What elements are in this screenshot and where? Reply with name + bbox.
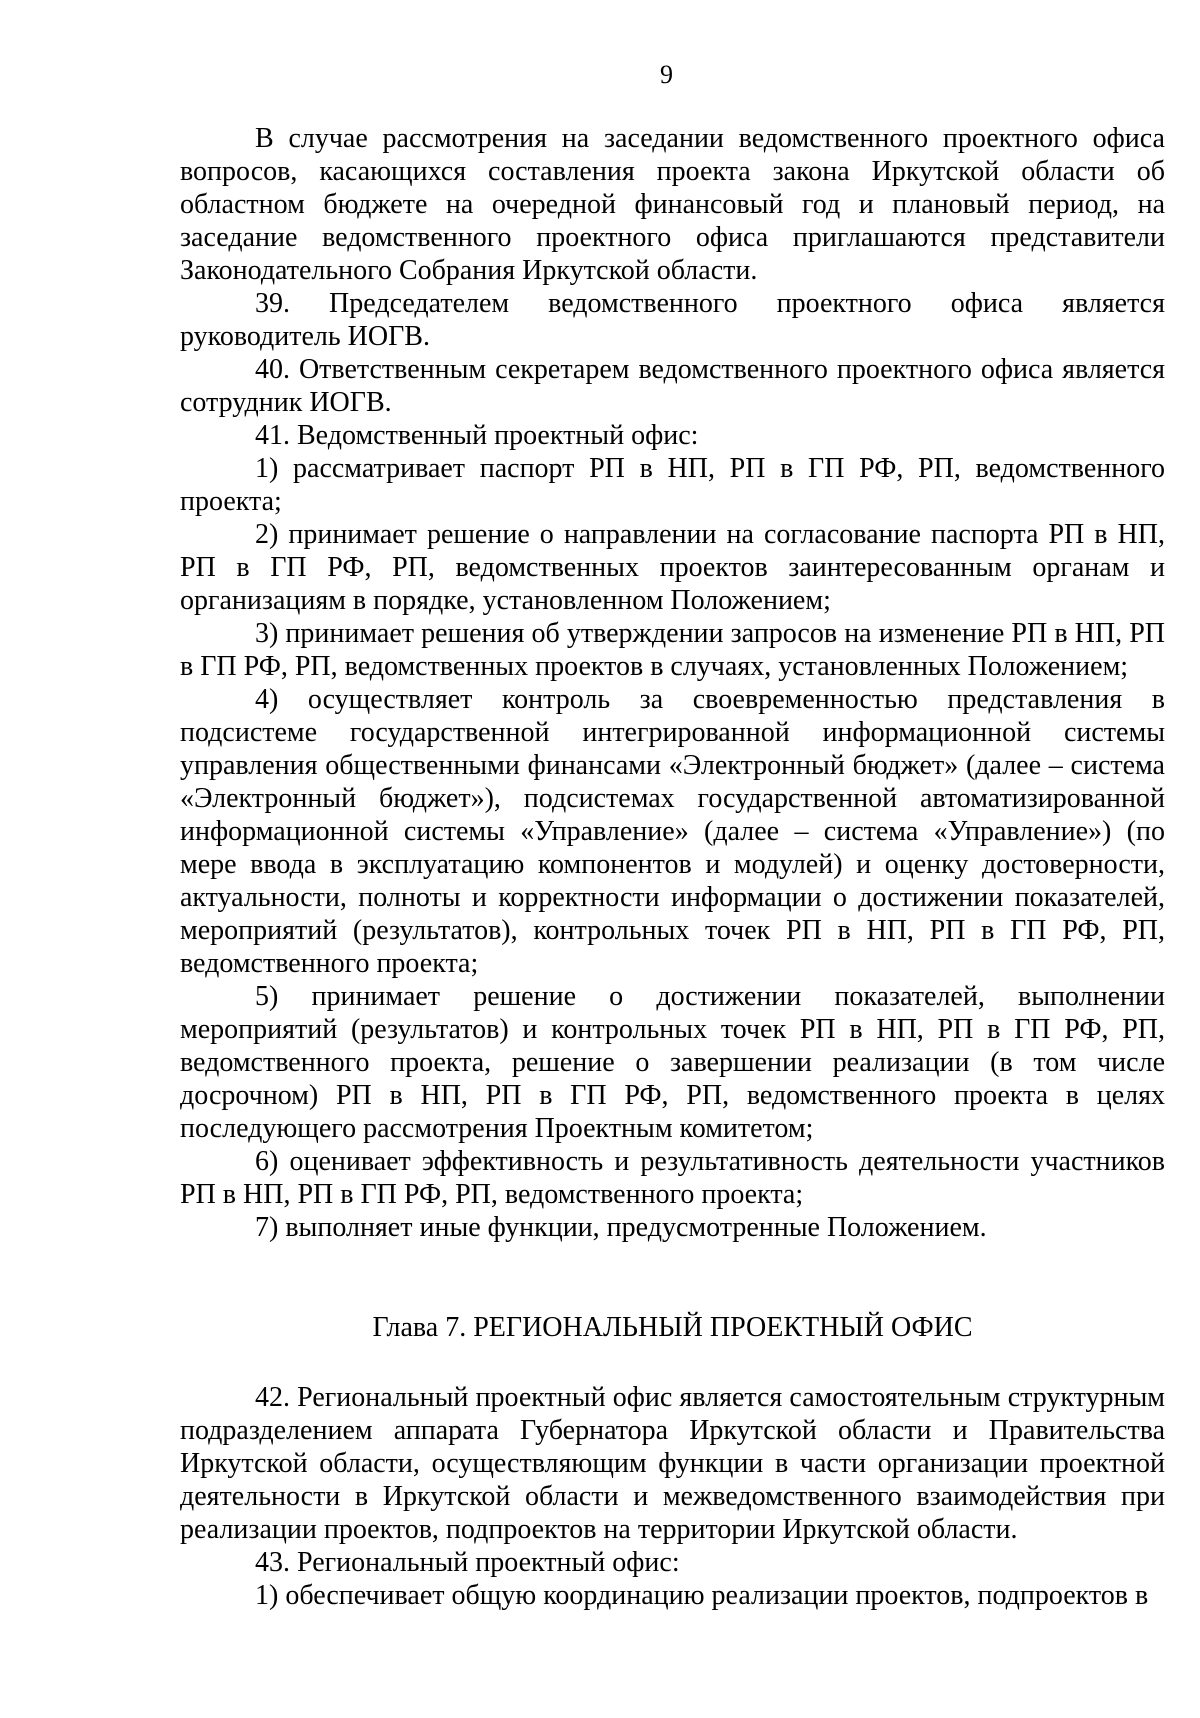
paragraph-item-40: 40. Ответственным секретарем ведомственного проектного офиса является сотрудник ИОГВ. bbox=[180, 354, 1165, 418]
body-text-top bbox=[180, 122, 1165, 1244]
paragraph-item-43: 43. Региональный проектный офис: bbox=[255, 1547, 680, 1578]
body-text-bottom bbox=[180, 1381, 1165, 1612]
page-number: 9 bbox=[660, 60, 673, 89]
paragraph: В случае рассмотрения на заседании ведомственного проектного офиса вопросов, касающихся составления проекта закона Иркутской области об областном бюджете на очередной финансовый год и плановый период, на заседание ведомственного проектного офиса приглашаются представители Законодательного Собрания Иркутской области. bbox=[180, 123, 1165, 286]
list-item: 7) выполняет иные функции, предусмотренные Положением. bbox=[255, 1212, 987, 1243]
list-item: 1) обеспечивает общую координацию реализации проектов, подпроектов в bbox=[255, 1580, 1149, 1611]
list-item: 6) оценивает эффективность и результативность деятельности участников РП в НП, РП в ГП РФ, РП, ведомственного проекта; bbox=[180, 1146, 1165, 1210]
paragraph-item-41: 41. Ведомственный проектный офис: bbox=[255, 420, 699, 451]
chapter-heading: Глава 7. РЕГИОНАЛЬНЫЙ ПРОЕКТНЫЙ ОФИС bbox=[372, 1312, 973, 1343]
paragraph-item-39: 39. Председателем ведомственного проектного офиса является руководитель ИОГВ. bbox=[180, 288, 1165, 352]
list-item: 3) принимает решения об утверждении запросов на изменение РП в НП, РП в ГП РФ, РП, ведомственных проектов в случаях, установленных Положением; bbox=[180, 618, 1165, 682]
list-item: 5) принимает решение о достижении показателей, выполнении мероприятий (результатов) и контрольных точек РП в НП, РП в ГП РФ, РП, ведомственного проекта, решение о завершении реализации (в том числе досрочном) РП в НП, РП в ГП РФ, РП, ведомственного проекта в целях последующего рассмотрения Проектным комитетом; bbox=[180, 981, 1165, 1144]
paragraph-item-42: 42. Региональный проектный офис является самостоятельным структурным подразделением аппарата Губернатора Иркутской области и Правительства Иркутской области, осуществляющим функции в части организации проектной деятельности в Иркутской области и межведомственного взаимодействия при реализации проектов, подпроектов на территории Иркутской области. bbox=[180, 1382, 1165, 1545]
list-item: 2) принимает решение о направлении на согласование паспорта РП в НП, РП в ГП РФ, РП, ведомственных проектов заинтересованным органам и организациям в порядке, установленном Положением; bbox=[180, 519, 1165, 616]
list-item: 4) осуществляет контроль за своевременностью представления в подсистеме государственной интегрированной информационной системы управления общественными финансами «Электронный бюджет» (далее – система «Электронный бюджет»), подсистемах государственной автоматизированной информационной системы «Управление» (далее – система «Управление») (по мере ввода в эксплуатацию компонентов и модулей) и оценку достоверности, актуальности, полноты и корректности информации о достижении показателей, мероприятий (результатов), контрольных точек РП в НП, РП в ГП РФ, РП, ведомственного проекта; bbox=[180, 684, 1165, 979]
list-item: 1) рассматривает паспорт РП в НП, РП в ГП РФ, РП, ведомственного проекта; bbox=[180, 453, 1165, 517]
